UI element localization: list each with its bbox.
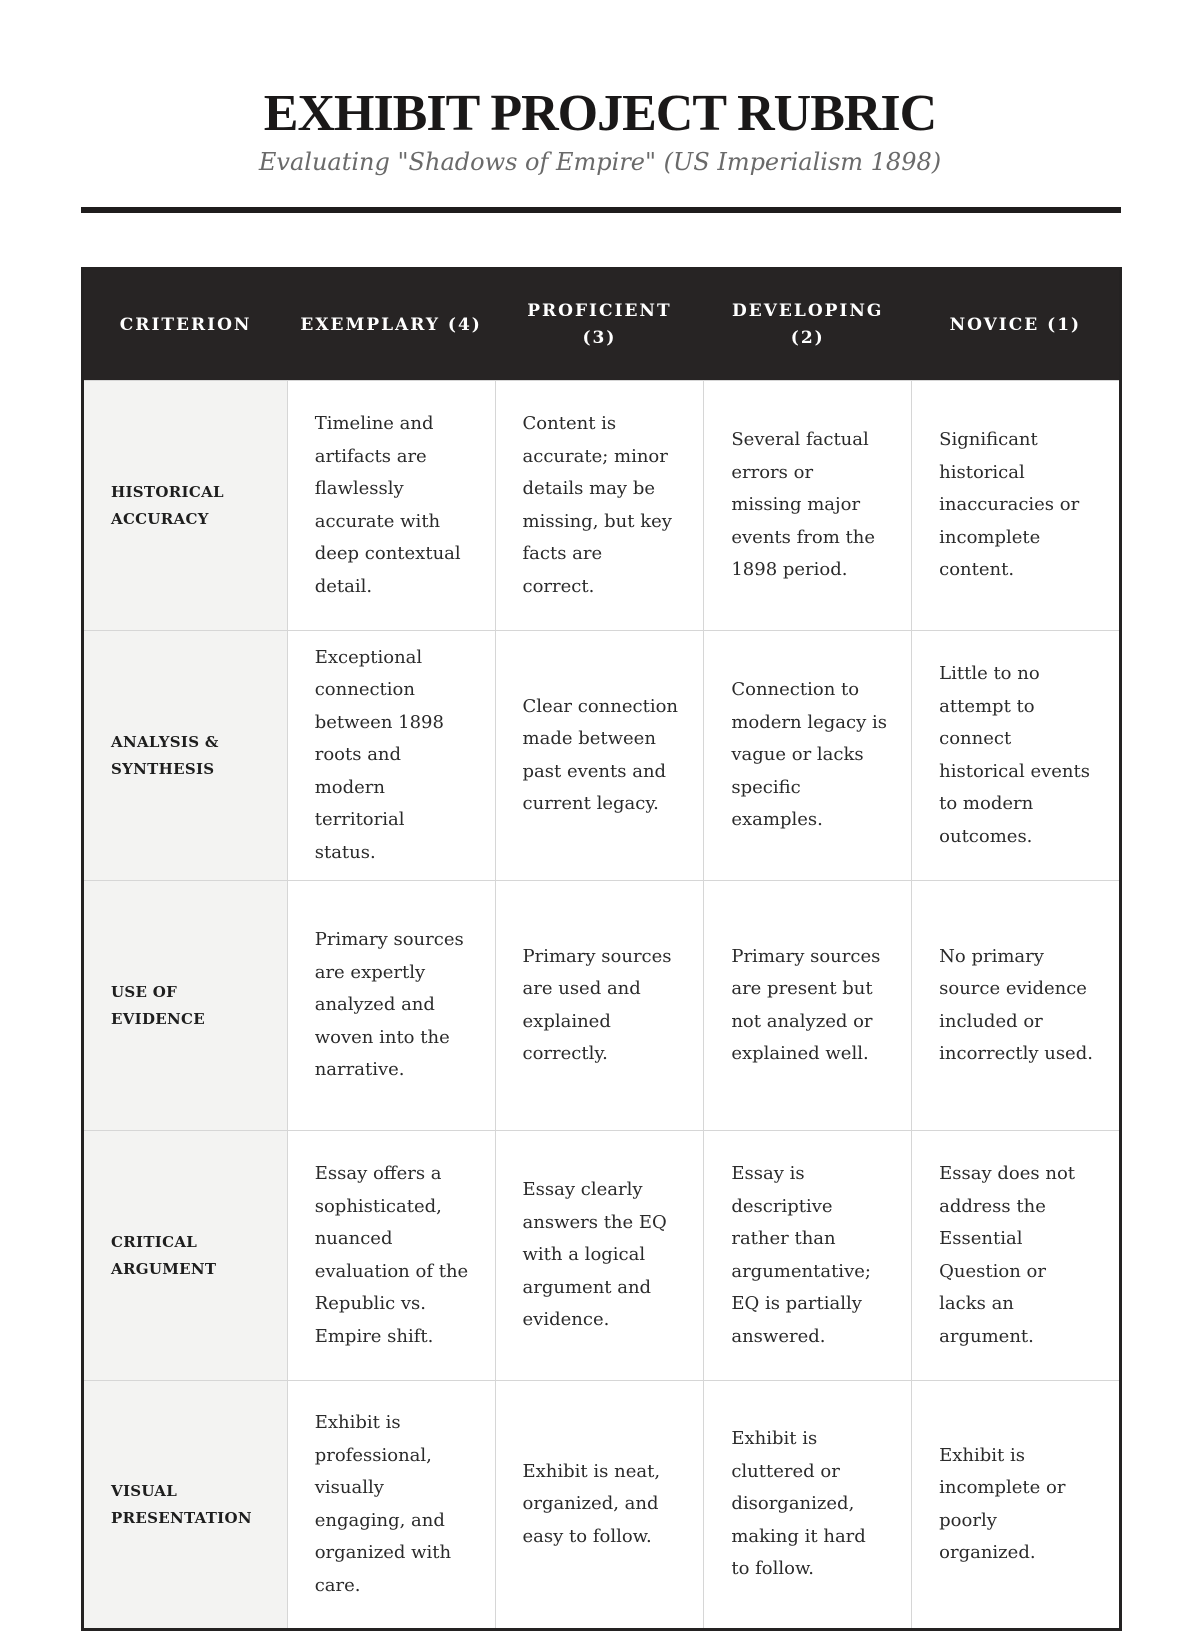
rubric-table — [81, 267, 1122, 1631]
table-row — [83, 631, 1121, 881]
criterion-cell: HISTORICAL ACCURACY — [83, 381, 288, 631]
exemplary-cell: Exceptional connection between 1898 roots and modern territorial status. — [287, 631, 495, 881]
developing-cell: Essay is descriptive rather than argumentative; EQ is partially answered. — [704, 1131, 912, 1381]
column-header-exemplary: EXEMPLARY (4) — [287, 269, 495, 381]
exemplary-cell: Timeline and artifacts are flawlessly accurate with deep contextual detail. — [287, 381, 495, 631]
novice-cell: Essay does not address the Essential Question or lacks an argument. — [912, 1131, 1121, 1381]
exemplary-cell: Primary sources are expertly analyzed and woven into the narrative. — [287, 881, 495, 1131]
table-row — [83, 881, 1121, 1131]
table-row — [83, 1381, 1121, 1630]
column-header-proficient: PROFICIENT (3) — [495, 269, 704, 381]
proficient-cell: Clear connection made between past events and current legacy. — [495, 631, 704, 881]
column-header-criterion: CRITERION — [83, 269, 288, 381]
column-header-developing: DEVELOPING (2) — [704, 269, 912, 381]
novice-cell: Little to no attempt to connect historical events to modern outcomes. — [912, 631, 1121, 881]
title-divider — [81, 207, 1121, 213]
novice-cell: Significant historical inaccuracies or incomplete content. — [912, 381, 1121, 631]
novice-cell: Exhibit is incomplete or poorly organized. — [912, 1381, 1121, 1630]
proficient-cell: Exhibit is neat, organized, and easy to follow. — [495, 1381, 704, 1630]
header-row — [83, 269, 1121, 381]
criterion-cell: CRITICAL ARGUMENT — [83, 1131, 288, 1381]
developing-cell: Connection to modern legacy is vague or lacks specific examples. — [704, 631, 912, 881]
exemplary-cell: Exhibit is professional, visually engaging, and organized with care. — [287, 1381, 495, 1630]
page-title: EXHIBIT PROJECT RUBRIC — [263, 85, 937, 142]
developing-cell: Primary sources are present but not analyzed or explained well. — [704, 881, 912, 1131]
proficient-cell: Content is accurate; minor details may be missing, but key facts are correct. — [495, 381, 704, 631]
table-row — [83, 1131, 1121, 1381]
criterion-cell: USE OF EVIDENCE — [83, 881, 288, 1131]
exemplary-cell: Essay offers a sophisticated, nuanced evaluation of the Republic vs. Empire shift. — [287, 1131, 495, 1381]
developing-cell: Several factual errors or missing major events from the 1898 period. — [704, 381, 912, 631]
proficient-cell: Primary sources are used and explained correctly. — [495, 881, 704, 1131]
proficient-cell: Essay clearly answers the EQ with a logical argument and evidence. — [495, 1131, 704, 1381]
column-header-novice: NOVICE (1) — [912, 269, 1121, 381]
developing-cell: Exhibit is cluttered or disorganized, making it hard to follow. — [704, 1381, 912, 1630]
table-row — [83, 381, 1121, 631]
novice-cell: No primary source evidence included or incorrectly used. — [912, 881, 1121, 1131]
criterion-cell: ANALYSIS & SYNTHESIS — [83, 631, 288, 881]
criterion-cell: VISUAL PRESENTATION — [83, 1381, 288, 1630]
page-subtitle: Evaluating "Shadows of Empire" (US Imperialism 1898) — [258, 148, 942, 176]
